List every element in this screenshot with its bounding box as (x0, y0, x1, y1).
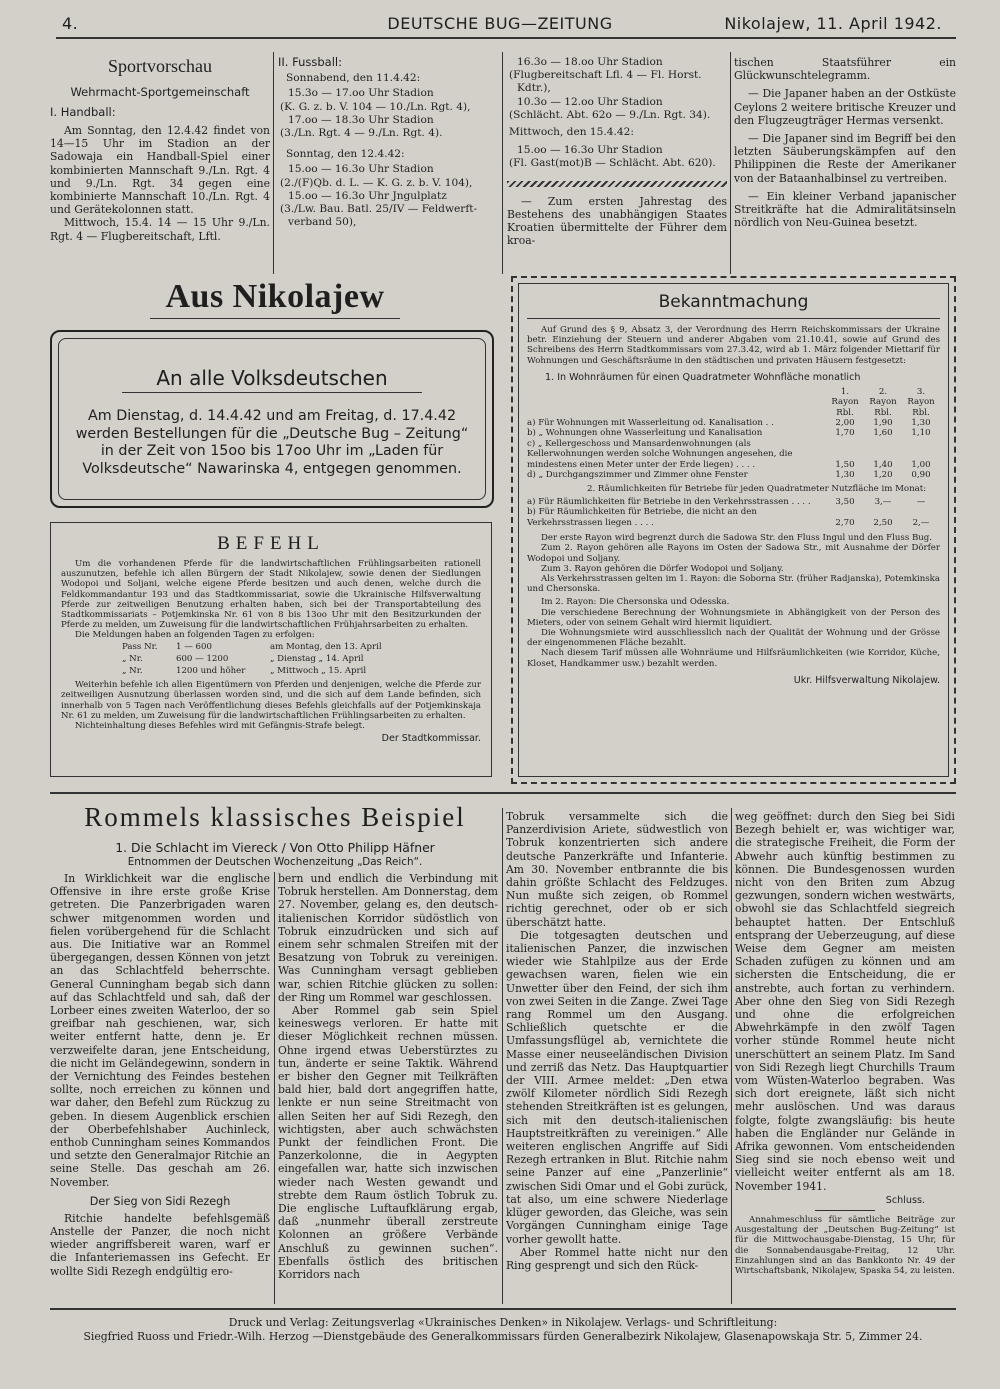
column-divider (502, 52, 503, 274)
schedule-line: 15.oo — 16.3o Uhr Stadion (517, 144, 663, 157)
befehl-signature: Der Stadtkommissar. (381, 733, 481, 745)
imprint (50, 1316, 956, 1344)
befehl-notice (50, 522, 492, 777)
rent-table-2 (527, 497, 940, 528)
column-divider (502, 808, 503, 1304)
column-divider (730, 52, 731, 274)
ornamental-rule (507, 181, 727, 187)
bekanntmachung-signature: Ukr. Hilfsverwaltung Nikolajew. (793, 674, 940, 686)
schedule-line: 15.3o — 17.oo Uhr Stadion (288, 87, 434, 100)
rayon-header: 1. Rayon (831, 386, 859, 408)
news-column (734, 56, 956, 229)
sport-column-1 (50, 56, 270, 243)
title-underline (150, 318, 400, 319)
schedule-line: verband 50), (288, 216, 357, 229)
article-source: Entnommen der Deutschen Wochenzeitung „Das Reich“. (127, 856, 423, 868)
befehl-weiter: Weiterhin befehle ich allen Eigentümern von Pferden und denjenigen, welche die Pferde zur zeitweiligen Ausnutzung überlassen worden sind, und die sich auf dem Lande befinden, sich innerhalb von 5 Tagen nach Veröffentlichung dieses Befehls gleichfalls auf der Potjemkinskaja Nr. 61 zu melden, um Zuweisung für die landwirtschaftlichen Frühlingsarbeiten zu erhalten. (61, 680, 481, 721)
mittwoch-heading: Mittwoch, den 15.4.42: (509, 126, 634, 139)
fussball-heading: II. Fussball: (278, 55, 342, 69)
news-kroatien: — Zum ersten Jahrestag des Bestehens des unabhängigen Staates Kroatien übermittelte der Führer dem kroa- (507, 194, 727, 248)
schedule-line: (K. G. z. b. V. 104 — 10./Ln. Rgt. 4), (280, 100, 471, 113)
masthead-rule (56, 37, 956, 39)
news-neuguinea: — Ein kleiner Verband japanischer Streitkräfte hat die Admiralitätsinseln nördlich von Neu-Guinea besetzt. (734, 189, 956, 230)
article-paragraph: In Wirklichkeit war die englische Offensive in ihre erste große Krise getreten. Die Panzerbrigaden waren schwer mitgenommen worden und fielen vorübergehend für die Schlacht aus. Die Initiative war an Rommel übergegangen, dessen Können von jetzt an das Schlachtfeld beherrschte. General Cunningham begab sich dann auf das Schlachtfeld und sah, daß der Lorbeer eines zweiten Waterloo, der so greifbar nah geschienen, war, sich weiter entfernt hatte, denn je. Er verzweifelte daran, jene Entscheidung, die nicht im Geländegewinn, sondern in der Vernichtung des Feindes bestehen sollte, noch erreichen zu können und war daher, den Befehl zum Rückzug zu geben. In diesem Augenblick erschien der Oberbefehlshaber Auchinleck, enthob Cunningham seines Kommandos und setzte den Generalmajor Ritchie an seine Stelle. Das geschah am 26. November. (50, 872, 270, 1189)
article-paragraph: Ritchie handelte befehlsgemäß Anstelle der Panzer, die noch nicht wieder angriffsbereit waren, warf er die Infanteriemassen ins Gefecht. Er wollte Sidi Rezegh endgültig ero- (50, 1211, 270, 1278)
article-column-2 (278, 872, 498, 1281)
heading-underline (122, 392, 422, 393)
befehl-title: BEFEHL (217, 533, 325, 554)
newspaper-title: DEUTSCHE BUG—ZEITUNG (387, 14, 613, 33)
handball-text: Am Sonntag, den 12.4.42 findet von 14—15 Uhr im Stadion an der Sadowaja ein Handball-Spiel einer kombinierten Mannschaft 9./Ln. Rgt. 4 und 9./Ln. Rgt. 34 gegen eine kombinierte Mannschaft 10./Ln. Rgt. 4 und Gerätekolonnen statt. (50, 124, 270, 217)
rayon-header: 3. Rayon (907, 386, 935, 408)
article-paragraph: Die totgesagten deutschen und italienischen Panzer, die inzwischen wieder wie Stahlpilze aus der Erde gewachsen waren, fielen wie ein Unwetter über den Feind, der sich ihm von zwei Seiten in die Zange. Zwei Tage rang Rommel um den Ausgang. Schließlich quetschte er die Umfassungsflügel ab, vernichtete die Masse einer neuseeländischen Division und zerriß das Netz. Das Hauptquartier der VIII. Armee meldet: „Den etwa zwölf Kilometer nördlich Sidi Rezegh stehenden Streitkräften ist es gelungen, sich mit den deutsch-italienischen Hauptstreitkräften zu vereinigen.“ Alle weiteren englischen Angriffe auf Sidi Rezegh ertranken in Blut. Ritchie nahm seine Panzer auf eine „Panzerlinie“ zwischen Sidi Omar und el Gobi zurück, tat also, um eine schwere Niederlage klüger geworden, das Gleiche, was sein Vorgängen Cunningham einige Tage vorher gewollt hatte. (506, 928, 728, 1246)
table-row: b) Für Räumlichkeiten für Betriebe, die nicht an den Verkehrsstrassen liegen . . . . 2,70 2,50 2,— (527, 507, 930, 528)
sonnabend-heading: Sonnabend, den 11.4.42: (286, 72, 421, 85)
befehl-text: Um die vorhandenen Pferde für die landwirtschaftlichen Frühlingsarbeiten rationell auszunutzen, befehle ich allen Bürgern der Stadt Nikolajew, sowie denen der Siedlungen Wodopoi und Soljani, welche eigene Pferde besitzen und auch denen, welche durch die Feldkommandantur 193 und das Stadtkommissariat, sowie die Ukrainische Hilfsverwaltung Pferde zur zeitweiligen Benutzung erhalten haben, sich bei der Transportabteilung des Stadtkommissariats – Potjemkinska Nr. 61 von 8 bis 13oo Uhr mit den Besitzurkunden der Pferde zu melden, um Zuweisung für die landwirtschaftlichen Frühjahrsarbeiten zu erhalten. (61, 559, 481, 631)
table-row: c) „ Kellergeschoss und Mansardenwohnungen (als Kellerwohnungen werden solche Wohnungen angesehen, die mindestens einen Meter unter der Erde liegen) . . . . 1,50 1,40 1,00 (527, 438, 931, 470)
notice-line: Volksdeutsche“ Nawarinska 4, entgegen genommen. (82, 460, 462, 477)
rayon-text: Zum 2. Rayon gehören alle Rayons im Osten der Sadowa Str., mit Ausnahme der Dörfer Wodopoi und Soljany. (527, 543, 940, 564)
befehl-meldungen: Die Meldungen haben an folgenden Tagen zu erfolgen: (75, 630, 315, 641)
rayon-text: Der erste Rayon wird begrenzt durch die Sadowa Str. den Fluss Ingul und den Fluss Bug. (541, 533, 933, 544)
unit-label: Rbl. (874, 407, 892, 418)
unit-label: Rbl. (836, 407, 854, 418)
sport-heading: Sportvorschau (108, 56, 212, 76)
schedule-line: (3./Ln. Rgt. 4 — 9./Ln. Rgt. 4). (280, 127, 443, 140)
schedule-line: (2./(F)Qb. d. L. — K. G. z. b. V. 104), (280, 176, 473, 189)
title-rule (527, 318, 940, 319)
handball-text-2: Mittwoch, 15.4. 14 — 15 Uhr 9./Ln. Rgt. 4 — Flugbereitschaft, Lftl. (50, 216, 270, 243)
pass-table (121, 641, 383, 678)
volksdeutsche-text (66, 408, 478, 478)
bekanntmachung-title: Bekanntmachung (658, 292, 809, 312)
pass-row: „ Nr. 600 — 1200 „ Dienstag „ 14. April (122, 653, 364, 664)
sonntag-heading: Sonntag, den 12.4.42: (286, 148, 405, 161)
news-bataan: — Die Japaner sind im Begriff bei den letzten Säuberungskämpfen auf den Philippinen die Reste der Amerikaner von der Bataanhalbinsel zu vertreiben. (734, 132, 956, 185)
rayon-text: Nach diesem Tarif müssen alle Wohnräume und Hilfsräumlichkeiten (wie Korridor, Küche, Kloset, Handkammer usw.) bezahlt werden. (527, 648, 940, 669)
article-end-mark: Schluss. (885, 1194, 925, 1206)
schedule-line: (3./Lw. Bau. Batl. 25/IV — Feldwerft- (280, 203, 478, 216)
footer-rule (50, 1308, 956, 1310)
notice-line: werden Bestellungen für die „Deutsche Bug – Zeitung“ (75, 425, 469, 442)
table-row: a) Für Räumlichkeiten für Betriebe in den Verkehrsstrassen . . . . 3,50 3,— — (527, 496, 926, 507)
schedule-line: (Flugbereitschaft Lfl. 4 — Fl. Horst. (509, 69, 702, 82)
notice-line: Am Dienstag, d. 14.4.42 und am Freitag, d. 17.4.42 (87, 408, 457, 424)
page-number: 4. (62, 14, 79, 33)
bekanntmachung-content (527, 292, 940, 686)
sport-column-3 (507, 56, 727, 247)
rayon-text: Die Wohnungsmiete wird ausschliesslich nach der Qualität der Wohnung und der Grösse der eingenommenen Fläche bezahlt. (527, 627, 940, 649)
schedule-line: 10.3o — 12.oo Uhr Stadion (517, 95, 663, 108)
imprint-line-1: Druck und Verlag: Zeitungsverlag «Ukrainisches Denken» in Nikolajew. Verlags- und Schriftleitung: (228, 1316, 778, 1329)
schedule-line: 17.oo — 18.3o Uhr Stadion (288, 113, 434, 126)
section-title-nikolajew: Aus Nikolajew (165, 278, 385, 315)
article-column-1 (50, 872, 270, 1278)
sport-column-2 (278, 56, 500, 229)
befehl-strafe: Nichteinhaltung dieses Befehles wird mit Gefängnis-Strafe belegt. (75, 721, 365, 732)
volksdeutsche-notice (50, 330, 494, 508)
rent-table-1 (527, 387, 940, 481)
article-paragraph: bern und endlich die Verbindung mit Tobruk herstellen. Am Donnerstag, dem 27. November, gelang es, den deutsch-italienischen Korridor südöstlich von Tobruk einzudrücken und sich auf einem sehr schmalen Streifen mit der Besatzung von Tobruk zu vereinigen. Was Cunningham versagt geblieben war, schien Ritchie glücken zu sollen: der Ring um Rommel war geschlossen. (278, 872, 498, 1004)
column-divider (731, 808, 732, 1304)
rayon-header-row (527, 387, 940, 408)
rayon-text: Im 2. Rayon: Die Chersonska und Odesska. (541, 597, 730, 608)
sport-org: Wehrmacht-Sportgemeinschaft (70, 85, 250, 99)
article-title: Rommels klassisches Beispiel (84, 802, 466, 832)
rayon-text: Zum 3. Rayon gehören die Dörfer Wodopoi und Soljany. (541, 563, 784, 574)
handball-heading: I. Handball: (50, 105, 116, 119)
article-column-4 (735, 810, 955, 1276)
column-divider (273, 52, 274, 274)
schedule-line: 16.3o — 18.oo Uhr Stadion (517, 56, 663, 68)
article-subheading: Der Sieg von Sidi Rezegh (89, 1194, 231, 1208)
schedule-line: Kdtr.), (517, 82, 551, 95)
pass-row: Pass Nr. 1 — 600 am Montag, den 13. April (122, 641, 382, 652)
bekanntmachung-intro: Auf Grund des § 9, Absatz 3, der Verordnung des Herrn Reichskommissars der Ukraine betr. Einziehung der Steuern und anderer Abgaben vom 21.10.41, sowie auf Grund des Schreibens des Herrn Stadtkommissars vom 27.3.42, wird ab 1. März folgender Miettarif für Wohnungen und Geschäftsräume in den städtischen und privaten Häusern festgesetzt: (527, 325, 940, 366)
unit-row (527, 408, 940, 418)
schedule-line: (Schlächt. Abt. 62o — 9./Ln. Rgt. 34). (509, 108, 711, 121)
section-rule (50, 792, 956, 794)
rayon-text: Als Verkehrsstrassen gelten im 1. Rayon: die Soborna Str. (früher Radjanska), Potemkinska und Chersonska. (527, 573, 940, 595)
article-paragraph: Tobruk versammelte sich die Panzerdivision Ariete, südwestlich von Tobruk konzentrierten sich andere deutsche Panzerkräfte und Infanterie. Am 30. November entbrannte die bis dahin größte Schlacht des Feldzuges. Nun mußte sich zeigen, ob Rommel richtig gerechnet, oder ob er sich überschätzt hatte. (506, 810, 728, 929)
volksdeutsche-heading: An alle Volksdeutschen (156, 366, 388, 390)
annahmeschluss-notice: Annahmeschluss für sämtliche Beiträge zur Ausgestaltung der „Deutschen Bug-Zeitung“ ist für die Mittwochausgabe-Dienstag, 15 Uhr, für die Sonnabendausgabe-Freitag, 12 Uhr. Einzahlungen sind an das Bankkonto Nr. 49 der Wirtschaftsbank, Nikolajew, Spaska 54, zu leisten. (735, 1214, 955, 1276)
dateline: Nikolajew, 11. April 1942. (724, 14, 942, 33)
imprint-line-2: Siegfried Ruoss und Friedr.-Wilh. Herzog —Dienstgebäude des Generalkommissars fürden Generalbezirk Nikolajew, Glasenapowskaja Str. 5, Zimmer 24. (83, 1330, 923, 1343)
schedule-line: 15.oo — 16.3o Uhr Jngulplatz (288, 189, 447, 202)
unit-label: Rbl. (912, 407, 930, 418)
article-paragraph: Aber Rommel hatte nicht nur den Ring gesprengt und sich den Rück- (506, 1245, 728, 1272)
table-row: a) Für Wohnungen mit Wasserleitung od. Kanalisation . . 2,00 1,90 1,30 (527, 418, 931, 429)
news-kroatien-cont: tischen Staatsführer ein Glückwunschtelegramm. (734, 56, 956, 83)
schedule-line: 15.oo — 16.3o Uhr Stadion (288, 163, 434, 176)
table-row: b) „ Wohnungen ohne Wasserleitung und Kanalisation 1,70 1,60 1,10 (527, 428, 931, 439)
bekanntmachung-notice (511, 276, 956, 784)
schedule-line: (Fl. Gast(mot)B — Schlächt. Abt. 620). (509, 157, 716, 170)
article-paragraph: Aber Rommel gab sein Spiel keineswegs verloren. Er hatte mit dieser Möglichkeit rechnen müssen. Ohne irgend etwas Ueberstürztes zu tun, änderte er seine Taktik. Während er bisher den Gegner mit Teilkräften bald hier, bald dort angegriffen hatte, lenkte er nun seine Streitmacht von allen Seiten her auf Sidi Rezegh, den wichtigsten, aber auch schwächsten Punkt der feindlichen Front. Die Panzerkolonne, die in Aegypten eingefallen war, hatte sich inzwischen wieder nach Westen gewandt und strebte dem Raum östlich Tobruk zu. Die englische Luftaufklärung ergab, daß „nunmehr überall zerstreute Kolonnen an größere Verbände Anschluß zu gewinnen suchen“. Ebenfalls östlich des britischen Korridors nach (278, 1004, 498, 1282)
rayon-header: 2. Rayon (869, 386, 897, 408)
section-1-heading: 1. In Wohnräumen für einen Quadratmeter Wohnfläche monatlich (545, 371, 861, 383)
table-row: d) „ Durchgangszimmer und Zimmer ohne Fenster 1,30 1,20 0,90 (527, 470, 931, 481)
news-ceylon: — Die Japaner haben an der Ostküste Ceylons 2 weitere britische Kreuzer und den Flugzeugträger Hermas versenkt. (734, 87, 956, 127)
rayon-text: Die verschiedene Berechnung der Wohnungsmiete in Abhängigkeit von der Person des Mieters, oder von seinem Gehalt wird hiermit liquidiert. (527, 607, 940, 628)
short-rule (815, 1210, 875, 1211)
notice-line: in der Zeit von 15oo bis 17oo Uhr im „Laden für (100, 443, 444, 459)
article-subtitle: 1. Die Schlacht im Viereck / Von Otto Philipp Häfner (115, 840, 435, 855)
column-divider (274, 872, 275, 1304)
article-column-3 (506, 810, 728, 1272)
section-2-heading: 2. Räumlichkeiten für Betriebe für jeden Quadratmeter Nutzfläche im Monat: (587, 484, 927, 495)
pass-row: „ Nr. 1200 und höher „ Mittwoch „ 15. April (122, 666, 367, 677)
article-paragraph: weg geöffnet: durch den Sieg bei Sidi Bezegh behielt er, was wichtiger war, die strategische Freiheit, die Form der Abwehr auch künftig bestimmen zu können. Die Bundesgenossen wurden nicht von den Briten zum Abzug gezwungen, sondern wichen westwärts, obwohl sie das Schlachtfeld siegreich behauptet hatten. Der Entschluß entsprang der Ueberzeugung, auf diese Weise dem Gegner am meisten Schaden zufügen zu können und am sichersten die Entscheidung, die er anstrebte, auch fortan zu verhindern. Aber ohne den Sieg von Sidi Rezegh und ohne die erfolgreichen Abwehrkämpfe in den zwölf Tagen vorher stünde Rommel heute nicht unerschüttert an seinem Platz. Im Sand von Sidi Rezegh liegt Churchills Traum vom Wüsten-Waterloo begraben. Was sich dort ereignete, läßt sich nicht mehr auslöschen. Und was daraus folgte, folgte zwangsläufig: bis heute haben die Engländer nur Gelände in Afrika gewonnen. Vom entscheidenden Sieg sind sie noch ebenso weit und vielleicht weiter entfernt als am 18. November 1941. (735, 810, 955, 1193)
